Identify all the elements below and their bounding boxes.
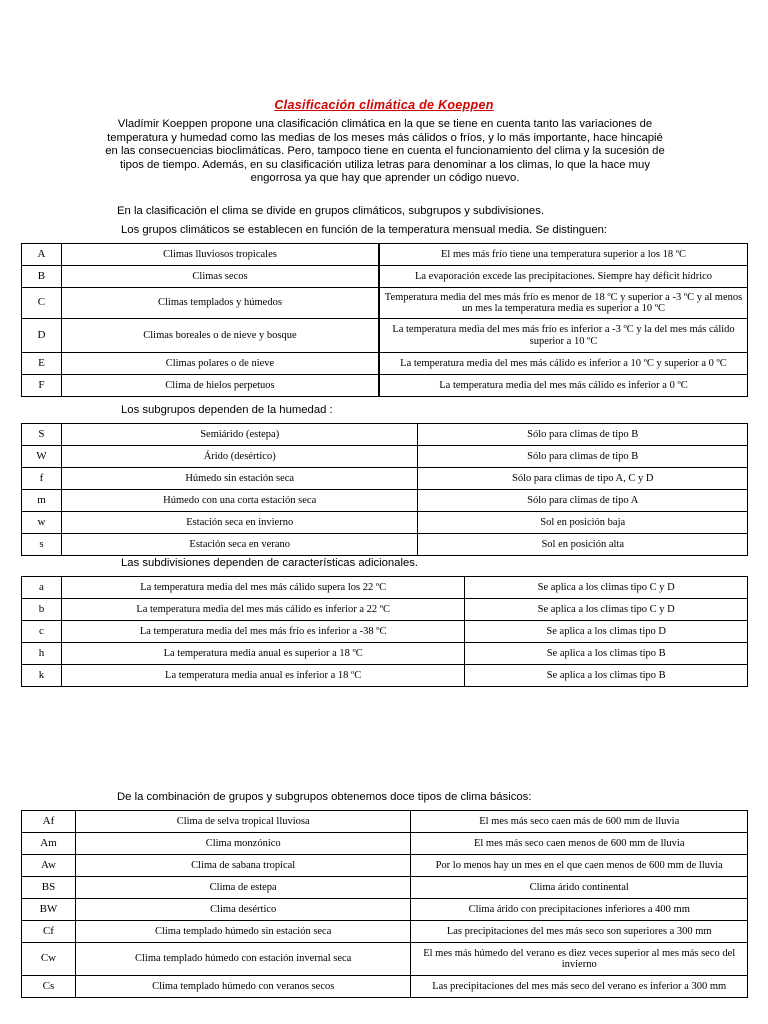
- type-description: Por lo menos hay un mes en el que caen menos de 600 mm de lluvia: [411, 855, 748, 877]
- group-description: La temperatura media del mes más cálido es inferior a 10 ºC y superior a 0 ºC: [379, 353, 748, 375]
- table-row: [22, 353, 748, 375]
- type-code: Aw: [22, 855, 76, 877]
- group-code: E: [22, 353, 62, 375]
- subgroup-name: Árido (desértico): [61, 446, 418, 468]
- table-row: [22, 643, 748, 665]
- table-row: [22, 577, 748, 599]
- table-row: [22, 468, 748, 490]
- subdivision-note: Se aplica a los climas tipo B: [465, 665, 748, 687]
- subgroup-code: W: [22, 446, 62, 468]
- subgroup-name: Estación seca en verano: [61, 534, 418, 556]
- group-description: La temperatura media del mes más cálido es inferior a 0 ºC: [379, 375, 748, 397]
- table-row: [22, 811, 748, 833]
- table-row: [22, 375, 748, 397]
- subgroup-note: Sol en posición baja: [418, 512, 748, 534]
- type-description: Clima árido continental: [411, 877, 748, 899]
- type-code: BW: [22, 899, 76, 921]
- type-description: Clima árido con precipitaciones inferiores a 400 mm: [411, 899, 748, 921]
- subgroup-name: Semiárido (estepa): [61, 424, 418, 446]
- subdivision-note: Se aplica a los climas tipo C y D: [465, 599, 748, 621]
- table-row: [22, 446, 748, 468]
- subgroup-name: Húmedo con una corta estación seca: [61, 490, 418, 512]
- table-row: [22, 319, 748, 353]
- subdivision-code: h: [22, 643, 62, 665]
- type-code: Cs: [22, 976, 76, 998]
- subgroup-code: S: [22, 424, 62, 446]
- group-name: Clima de hielos perpetuos: [61, 375, 379, 397]
- table-row: [22, 244, 748, 266]
- type-name: Clima templado húmedo sin estación seca: [75, 921, 411, 943]
- group-name: Climas secos: [61, 266, 379, 288]
- subgroup-note: Sólo para climas de tipo B: [418, 424, 748, 446]
- subdivisions-table: [21, 576, 748, 687]
- type-description: El mes más seco caen más de 600 mm de lluvia: [411, 811, 748, 833]
- group-code: A: [22, 244, 62, 266]
- type-name: Clima desértico: [75, 899, 411, 921]
- subdivision-description: La temperatura media anual es inferior a 18 ºC: [61, 665, 464, 687]
- groups-intro-line-1: En la clasificación el clima se divide en grupos climáticos, subgrupos y subdivisiones.: [117, 205, 544, 217]
- subgroup-note: Sólo para climas de tipo A, C y D: [418, 468, 748, 490]
- climate-types-table: [21, 810, 748, 998]
- group-description: La temperatura media del mes más frío es inferior a -3 ºC y la del mes más cálido superior a 10 ºC: [379, 319, 748, 353]
- subgroup-note: Sólo para climas de tipo B: [418, 446, 748, 468]
- subdivisions-intro: Las subdivisiones dependen de características adicionales.: [121, 557, 419, 569]
- page-title: Clasificación climática de Koeppen: [274, 98, 494, 112]
- types-intro: De la combinación de grupos y subgrupos obtenemos doce tipos de clima básicos:: [117, 791, 532, 803]
- type-code: Af: [22, 811, 76, 833]
- table-row: [22, 943, 748, 976]
- subgroups-table: [21, 423, 748, 556]
- subgroup-note: Sólo para climas de tipo A: [418, 490, 748, 512]
- table-row: [22, 855, 748, 877]
- type-name: Clima de sabana tropical: [75, 855, 411, 877]
- type-code: Am: [22, 833, 76, 855]
- subdivision-description: La temperatura media del mes más frío es inferior a -38 ºC: [61, 621, 464, 643]
- type-name: Clima de selva tropical lluviosa: [75, 811, 411, 833]
- type-code: Cw: [22, 943, 76, 976]
- type-code: BS: [22, 877, 76, 899]
- group-code: B: [22, 266, 62, 288]
- group-name: Climas boreales o de nieve y bosque: [61, 319, 379, 353]
- subdivision-description: La temperatura media del mes más cálido supera los 22 ºC: [61, 577, 464, 599]
- type-description: El mes más seco caen menos de 600 mm de lluvia: [411, 833, 748, 855]
- table-row: [22, 877, 748, 899]
- subgroup-name: Húmedo sin estación seca: [61, 468, 418, 490]
- group-name: Climas polares o de nieve: [61, 353, 379, 375]
- table-row: [22, 833, 748, 855]
- group-description: Temperatura media del mes más frío es menor de 18 ºC y superior a -3 ºC y al menos un mes la temperatura media es superior a 10 ºC: [379, 288, 748, 319]
- group-description: La evaporación excede las precipitaciones. Siempre hay déficit hídrico: [379, 266, 748, 288]
- groups-intro-line-2: Los grupos climáticos se establecen en función de la temperatura mensual media. Se distinguen:: [121, 224, 608, 236]
- table-row: [22, 266, 748, 288]
- group-name: Climas templados y húmedos: [61, 288, 379, 319]
- group-name: Climas lluviosos tropicales: [61, 244, 379, 266]
- subgroup-code: w: [22, 512, 62, 534]
- table-row: [22, 288, 748, 319]
- subdivision-note: Se aplica a los climas tipo B: [465, 643, 748, 665]
- type-description: El mes más húmedo del verano es diez veces superior al mes más seco del invierno: [411, 943, 748, 976]
- intro-paragraph: Vladímir Koeppen propone una clasificación climática en la que se tiene en cuenta tanto las variaciones de temperatura y humedad como las medias de los meses más cálidos o fríos, y lo más importante, hace hincapié en las consecuencias bioclimáticas. Pero, tampoco tiene en cuenta el funcionamiento del clima y la sucesión de tipos de tiempo. Además, en su clasificación utiliza letras para denominar a los climas, lo que la hace muy engorrosa ya que hay que aprender un código nuevo.: [105, 118, 665, 184]
- table-row: [22, 424, 748, 446]
- table-row: [22, 665, 748, 687]
- group-description: El mes más frío tiene una temperatura superior a los 18 ºC: [379, 244, 748, 266]
- table-row: [22, 921, 748, 943]
- group-code: C: [22, 288, 62, 319]
- type-name: Clima monzónico: [75, 833, 411, 855]
- table-row: [22, 534, 748, 556]
- subdivision-code: c: [22, 621, 62, 643]
- table-row: [22, 490, 748, 512]
- type-name: Clima templado húmedo con estación invernal seca: [75, 943, 411, 976]
- subgroup-code: m: [22, 490, 62, 512]
- subdivision-code: k: [22, 665, 62, 687]
- type-description: Las precipitaciones del mes más seco son superiores a 300 mm: [411, 921, 748, 943]
- subgroup-code: s: [22, 534, 62, 556]
- subgroup-name: Estación seca en invierno: [61, 512, 418, 534]
- group-code: F: [22, 375, 62, 397]
- subdivision-note: Se aplica a los climas tipo D: [465, 621, 748, 643]
- table-row: [22, 976, 748, 998]
- groups-table: [21, 243, 748, 397]
- table-row: [22, 621, 748, 643]
- subdivision-note: Se aplica a los climas tipo C y D: [465, 577, 748, 599]
- table-row: [22, 512, 748, 534]
- group-code: D: [22, 319, 62, 353]
- subgroup-code: f: [22, 468, 62, 490]
- table-row: [22, 899, 748, 921]
- subgroup-note: Sol en posición alta: [418, 534, 748, 556]
- subdivision-code: a: [22, 577, 62, 599]
- subgroups-intro: Los subgrupos dependen de la humedad :: [121, 404, 333, 416]
- type-code: Cf: [22, 921, 76, 943]
- subdivision-description: La temperatura media anual es superior a 18 ºC: [61, 643, 464, 665]
- type-name: Clima de estepa: [75, 877, 411, 899]
- type-name: Clima templado húmedo con veranos secos: [75, 976, 411, 998]
- type-description: Las precipitaciones del mes más seco del verano es inferior a 300 mm: [411, 976, 748, 998]
- subdivision-description: La temperatura media del mes más cálido es inferior a 22 ºC: [61, 599, 464, 621]
- table-row: [22, 599, 748, 621]
- subdivision-code: b: [22, 599, 62, 621]
